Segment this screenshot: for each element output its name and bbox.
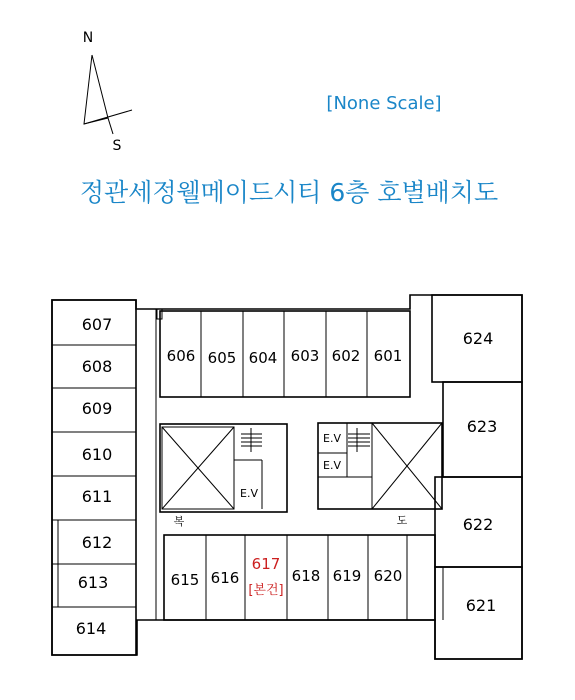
unit-618-label: 618 <box>291 567 321 585</box>
unit-615-label: 615 <box>170 571 200 589</box>
compass-south-label: S <box>112 138 122 154</box>
unit-614-label: 614 <box>75 619 107 638</box>
page-title: 정관세정웰메이드시티 6층 호별배치도 <box>79 178 499 207</box>
unit-622-label: 622 <box>462 515 494 534</box>
unit-613-label: 613 <box>77 573 109 592</box>
unit-610-label: 610 <box>81 445 113 464</box>
unit-617-label: 617 <box>251 555 281 573</box>
elevator-label-left: E.V <box>240 487 258 500</box>
stairs-right-icon <box>348 428 370 452</box>
unit-611-label: 611 <box>81 487 113 506</box>
unit-602-label: 602 <box>331 347 361 365</box>
unit-624-label: 624 <box>462 329 494 348</box>
elevator-label-right-1: E.V <box>323 432 341 445</box>
scale-note: [None Scale] <box>326 93 442 114</box>
unit-607-label: 607 <box>81 315 113 334</box>
unit-612-label: 612 <box>81 533 113 552</box>
subject-unit-badge: [본건] <box>248 583 284 598</box>
unit-621-label: 621 <box>465 596 497 615</box>
unit-619-label: 619 <box>332 567 362 585</box>
core-left <box>160 424 287 512</box>
unit-609-label: 609 <box>81 399 113 418</box>
unit-606-label: 606 <box>166 347 196 365</box>
corridor-label-left: 복 <box>173 515 185 528</box>
unit-603-label: 603 <box>290 347 320 365</box>
compass-north-label: N <box>82 30 94 46</box>
compass-icon <box>84 55 132 134</box>
west-units <box>52 300 136 655</box>
elevator-label-right-2: E.V <box>323 459 341 472</box>
unit-620-label: 620 <box>373 567 403 585</box>
unit-616-label: 616 <box>210 569 240 587</box>
unit-604-label: 604 <box>248 349 278 367</box>
stairs-left-icon <box>241 428 262 452</box>
unit-623-label: 623 <box>466 417 498 436</box>
unit-601-label: 601 <box>373 347 403 365</box>
unit-608-label: 608 <box>81 357 113 376</box>
north-units <box>160 311 410 397</box>
unit-605-label: 605 <box>207 349 237 367</box>
corridor-label-right: 도 <box>396 514 408 527</box>
corridor-wall-strip <box>136 309 156 620</box>
